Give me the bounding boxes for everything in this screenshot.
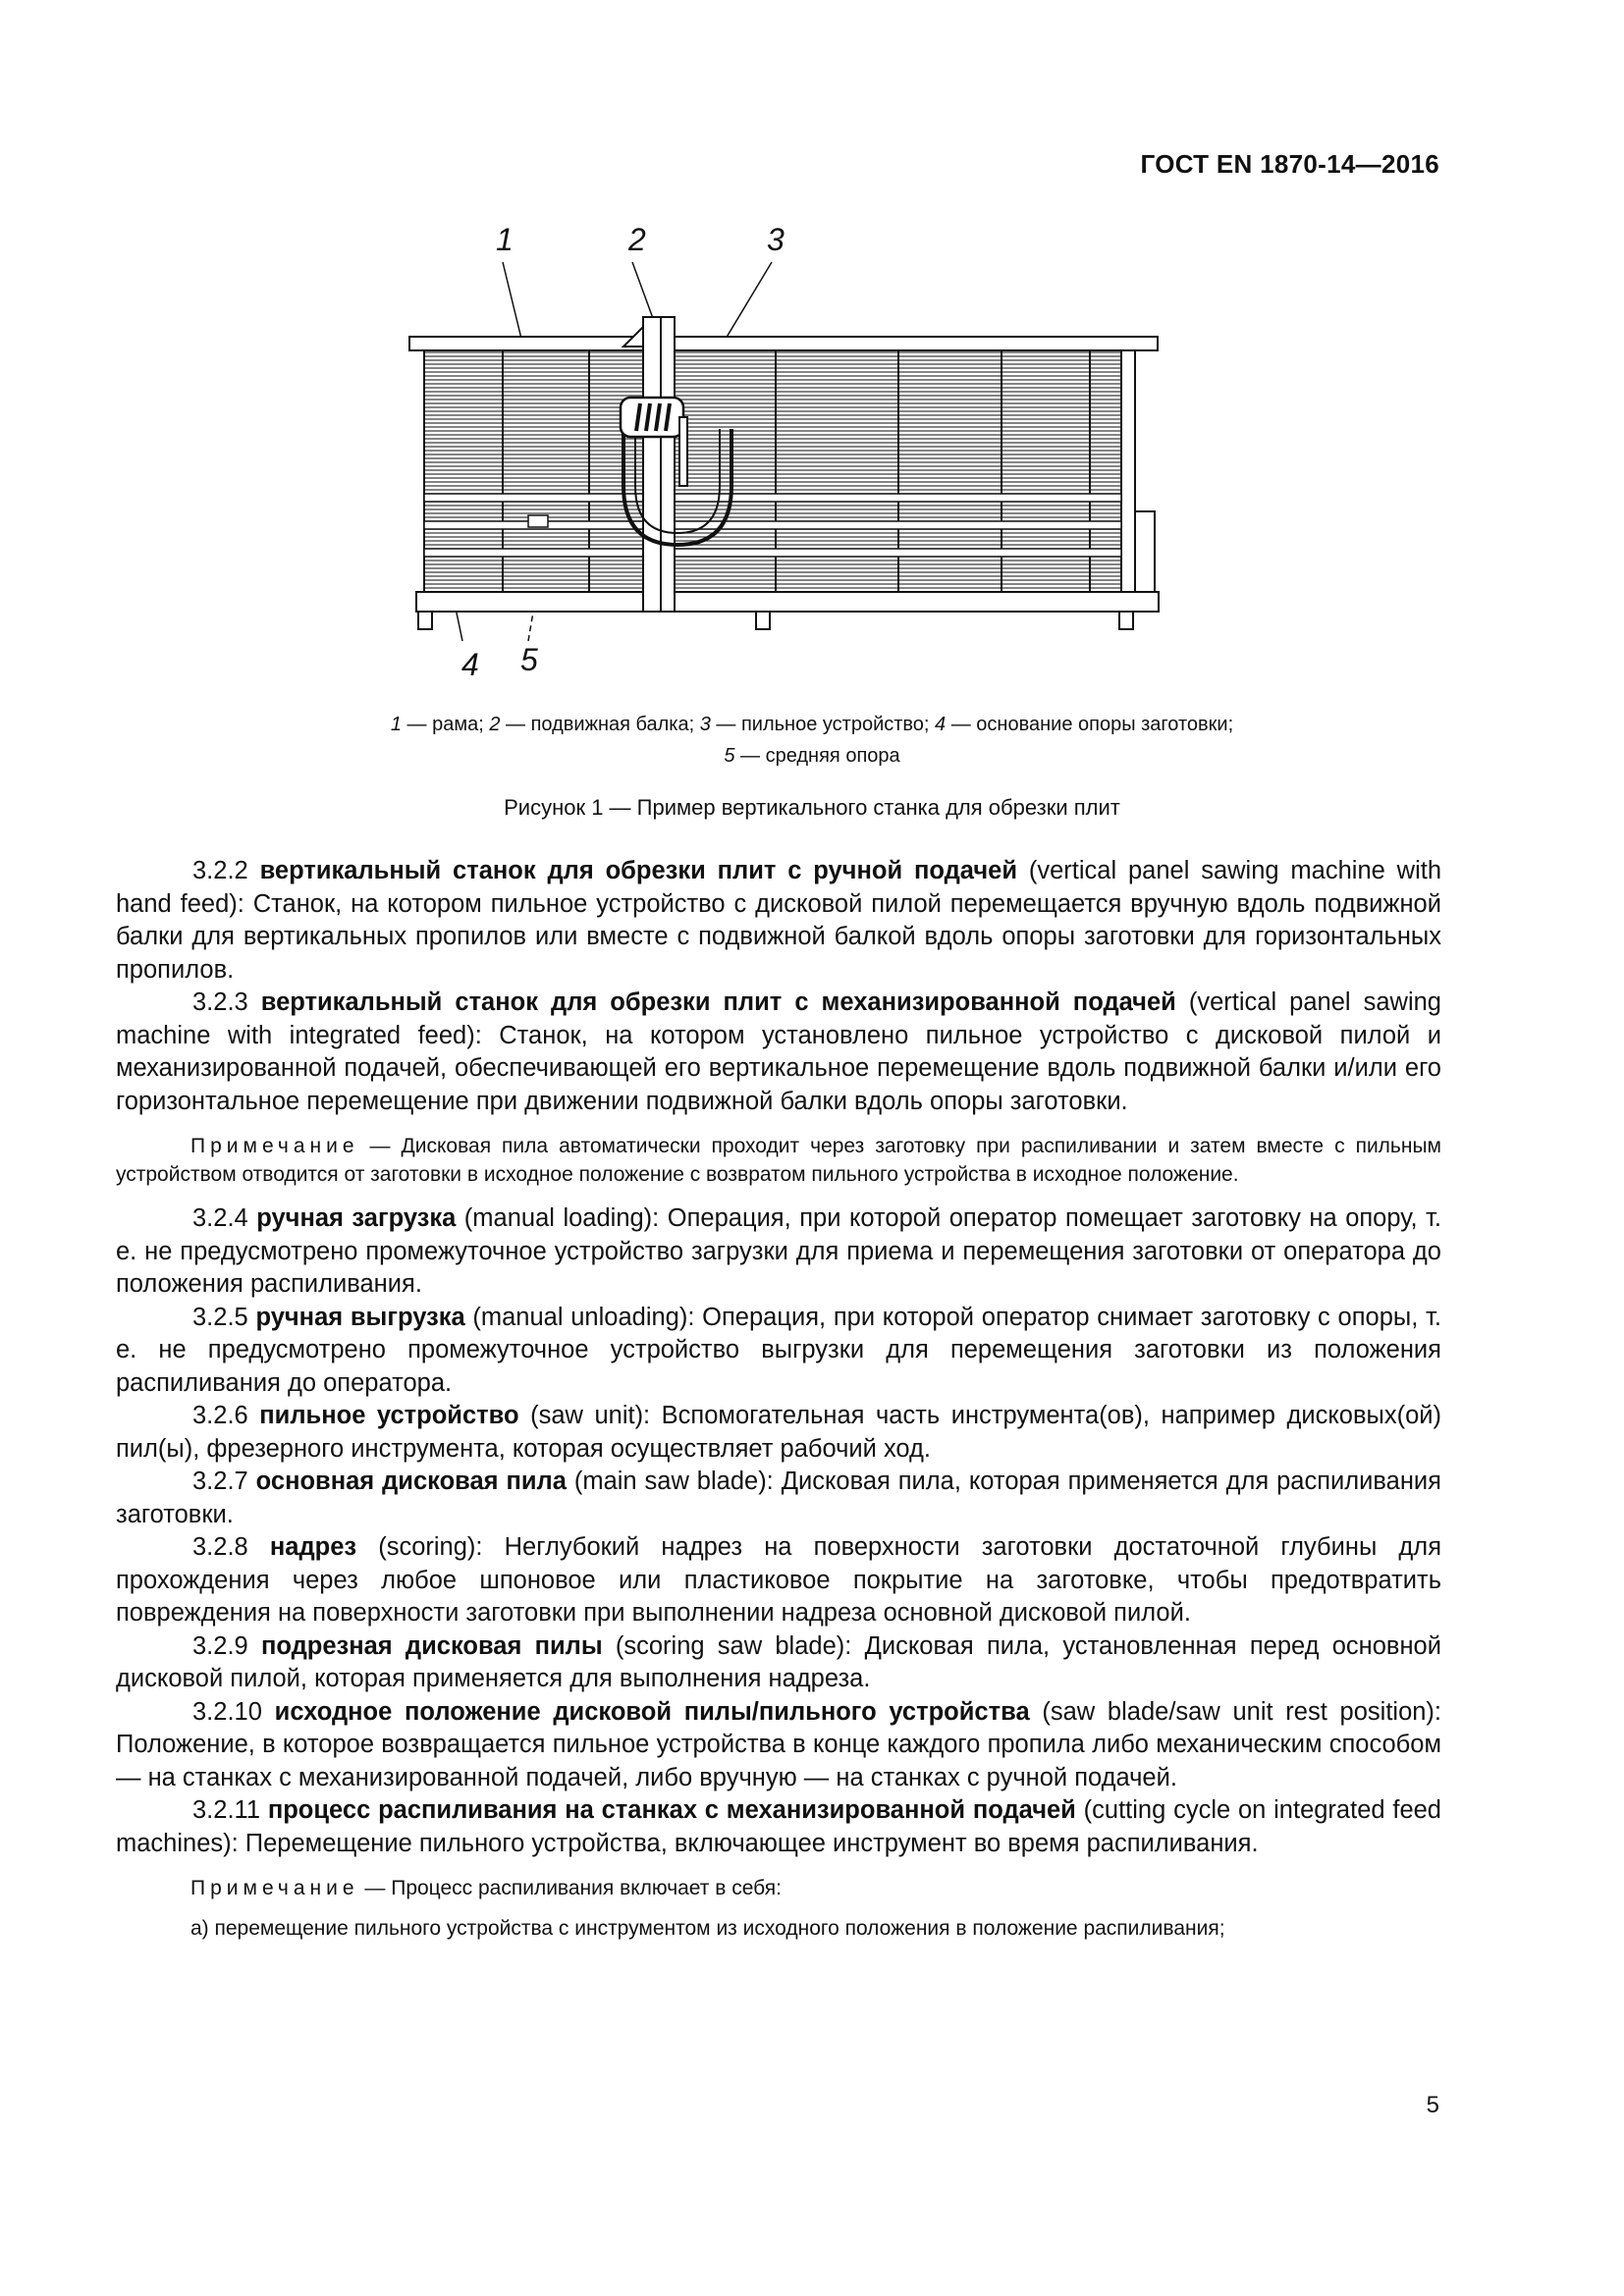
term: ручная выгрузка (255, 1303, 465, 1331)
callout-4: 4 (461, 647, 479, 682)
term: процесс распиливания на станках с механизированной подачей (267, 1796, 1076, 1824)
definition-3-2-2: 3.2.2 вертикальный станок для обрезки плит с ручной подачей (vertical panel sawing machine with hand feed): Станок, на котором пильное устройство с дисковой пилой перемещается вручную вдоль подвижной балки для вертикальных пропилов или вместе с подвижной балкой вдоль опоры заготовки для горизонтальных пропилов. (116, 857, 1442, 984)
legend-line-1: 1 — рама; 2 — подвижная балка; 3 — пильное устройство; 4 — основание опоры заготовки; (390, 714, 1234, 735)
sawing-machine-drawing (393, 221, 1178, 682)
term: подрезная дисковая пилы (260, 1631, 603, 1660)
document-body (116, 855, 1441, 1943)
document-header: ГОСТ EN 1870-14—2016 (1140, 149, 1439, 179)
figure-caption: Рисунок 1 — Пример вертикального станка для обрезки плит (504, 795, 1120, 820)
definition-3-2-5: 3.2.5 ручная выгрузка (manual unloading): Операция, при которой оператор снимает заготовку с опоры, т. е. не предусмотрено промежуточное устройство выгрузки для перемещения заготовки из положения распиливания до оператора. (116, 1303, 1441, 1397)
callout-5: 5 (520, 642, 538, 677)
definition-3-2-3: 3.2.3 вертикальный станок для обрезки плит с механизированной подачей (vertical panel sawing machine with integrated feed): Станок, на котором установлено пильное устройство с дисковой пилой и механизированной подачей, обеспечивающей его вертикальное перемещение вдоль подвижной балки и/или его горизонтальное перемещение при движении подвижной балки вдоль опоры заготовки. (116, 988, 1441, 1115)
definition-3-2-8: 3.2.8 надрез (scoring): Неглубокий надрез на поверхности заготовки достаточной глубины для прохождения через любое шпоновое или пластиковое покрытие на заготовке, чтобы предотвратить повреждения на поверхности заготовки при выполнении надреза основной дисковой пилой. (116, 1533, 1441, 1627)
note-1: Примечание — Дисковая пила автоматически проходит через заготовку при распиливании и затем вместе с пильным устройством отводится от заготовки в исходное положение с возвратом пильного устройства в исходное положение. (116, 1135, 1441, 1186)
term: пильное устройство (259, 1402, 519, 1429)
callout-2: 2 (628, 222, 646, 257)
term: исходное положение дисковой пилы/пильного устройства (274, 1697, 1030, 1726)
definition-3-2-9: 3.2.9 подрезная дисковая пилы (scoring saw blade): Дисковая пила, установленная перед основной дисковой пилой, которая применяется для выполнения надреза. (116, 1631, 1441, 1692)
note-2: Примечание — Процесс распиливания включает в себя: (190, 1877, 782, 1899)
term: вертикальный станок для обрезки плит с ручной подачей (259, 857, 1018, 884)
page-number: 5 (1426, 2092, 1439, 2118)
definition-3-2-4: 3.2.4 ручная загрузка (manual loading): Операция, при которой оператор помещает заготовку на опору, т. е. не предусмотрено промежуточное устройство загрузки для приема и перемещения заготовки от оператора до положения распиливания. (116, 1204, 1441, 1298)
callout-3: 3 (767, 222, 785, 257)
callout-1: 1 (496, 222, 514, 257)
note-2-item-a: а) перемещение пильного устройства с инструментом из исходного положения в положение распиливания; (190, 1917, 1225, 1940)
term: надрез (269, 1533, 357, 1561)
definition-3-2-11: 3.2.11 процесс распиливания на станках с механизированной подачей (cutting cycle on integrated feed machines): Перемещение пильного устройства, включающее инструмент во время распиливания. (116, 1796, 1441, 1857)
definition-3-2-7: 3.2.7 основная дисковая пила (main saw blade): Дисковая пила, которая применяется для распиливания заготовки. (116, 1468, 1441, 1528)
definition-3-2-10: 3.2.10 исходное положение дисковой пилы/пильного устройства (saw blade/saw unit rest position): Положение, в которое возвращается пильное устройства в конце каждого пропила либо механическим способом — на станках с механизированной подачей, либо вручную — на станках с ручной подачей. (116, 1697, 1442, 1791)
term: основная дисковая пила (255, 1468, 567, 1495)
figure-legend (196, 709, 1428, 772)
machine-figure (393, 221, 1178, 682)
term: ручная загрузка (256, 1204, 457, 1232)
legend-line-2: 5 — средняя опора (724, 745, 900, 767)
definition-3-2-6: 3.2.6 пильное устройство (saw unit): Вспомогательная часть инструмента(ов), например дисковых(ой) пил(ы), фрезерного инструмента, которая осуществляет рабочий ход. (116, 1402, 1441, 1463)
term: вертикальный станок для обрезки плит с механизированной подачей (260, 988, 1176, 1016)
